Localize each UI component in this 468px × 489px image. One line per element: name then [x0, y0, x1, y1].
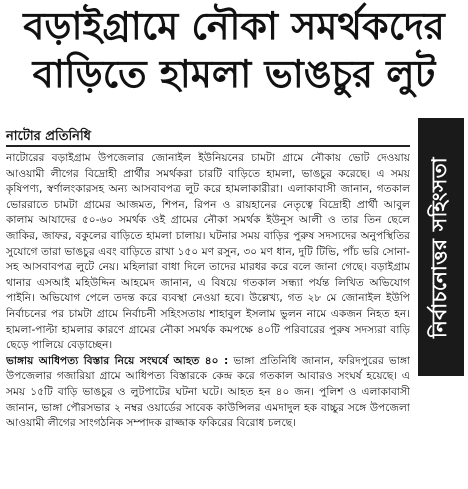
article-paragraph: নাটোরের বড়াইগ্রাম উপজেলার জোনাইল ইউনিয়নের চামটা গ্রামে নৌকায় ভোট দেওয়ায় আওয়ামী লীগের বিদ্রোহী প্রার্থীর সমর্থকরা চারটি বাড়িতে হামলা, ভাঙচুর করেছে। এ সময় কৃষিপণ্য, স্বর্ণালংকারসহ অন্য আসবাবপত্র লুট করে হামলাকারীরা। এলাকাবাসী জানান, গতকাল ভোররাতে চামটা গ্রামের আজমত, শিপন, রিপন ও রায়হানের নেতৃত্বে বিদ্রোহী প্রার্থী আবুল কালাম আযাদের ৫০-৬০ সমর্থক ওই গ্রামের নৌকা সমর্থক ইউনুস আলী ও তার তিন ছেলে জাকির, জাফর, বকুলের বাড়িতে হামলা চালায়। ঘটনার সময় বাড়ির পুরুষ সদস্যদের অনুপস্থিতির সুযোগে তারা ভাঙচুর এবং বাড়িতে রাখা ১৫০ মণ রসুন, ৩০ মণ ধান, দুটি টিভি, পাঁচ ভরি সোনা-সহ আসবাবপত্র লুটে নেয়। মহিলারা বাধা দিলে তাদের মারধর করে বলে জানা গেছে। বড়াইগ্রাম থানার এসআই মহিউদ্দিন আহমেদ জানান, এ বিষয়ে গতকাল সন্ধ্যা পর্যন্ত লিখিত অভিযোগ পাইনি। অভিযোগ পেলে তদন্ত করে ব্যবস্থা নেওয়া হবে। উল্লেখ্য, গত ২৮ মে জোনাইল ইউপি নির্বাচনের পর চামটা গ্রামে নির্বাচনী সহিংসতায় শাহাবুল ইসলাম ভুলন নামে একজন নিহত হন। হামলা-পাল্টা হামলার কারণে গ্রামের নৌকা সমর্থক কমপক্ষে ৪০টি পরিবারের পুরুষ সদস্যরা বাড়ি ছেড়ে পালিয়ে বেড়াচ্ছেন।: [6, 152, 410, 352]
sub-paragraph: ভাঙ্গা প্রতিনিধি জানান, ফরিদপুরের ভাঙ্গা উপজেলার গজারিয়া গ্রামে আধিপত্য বিস্তারকে কেন্দ্র করে গতকাল আবারও সংঘর্ষ হয়েছে। এ সময় ১৫টি বাড়ি ভাঙচুর ও লুটপাটের ঘটনা ঘটে। আহত হন ৪০ জন। পুলিশ ও এলাকাবাসী জানান, ভাঙ্গা পৌরসভার ২ নম্বর ওয়ার্ডের সাবেক কাউন্সিলর এমদাদুল হক বাচ্চুর সঙ্গে উপজেলা আওয়ামী লীগের সাংগঠনিক সম্পাদক রাজ্জাক ফকিরের বিরোধ চলছে।: [6, 354, 410, 430]
article-paragraph-2: [6, 354, 410, 432]
side-label-box: [418, 118, 464, 376]
headline: [0, 2, 468, 98]
byline-divider: [6, 145, 410, 147]
article-body: [6, 151, 410, 485]
sub-heading: ভাঙ্গায় আধিপত্য বিস্তার নিয়ে সংঘর্ষে আহত ৪০ :: [6, 354, 229, 367]
side-label: নির্বাচনোত্তর সহিংসতা: [426, 156, 451, 338]
headline-line-1: বড়াইগ্রামে নৌকা সমর্থকদের: [23, 4, 445, 48]
headline-line-2: বাড়িতে হামলা ভাঙচুর লুট: [32, 52, 436, 96]
byline: নাটোর প্রতিনিধি: [6, 129, 91, 144]
